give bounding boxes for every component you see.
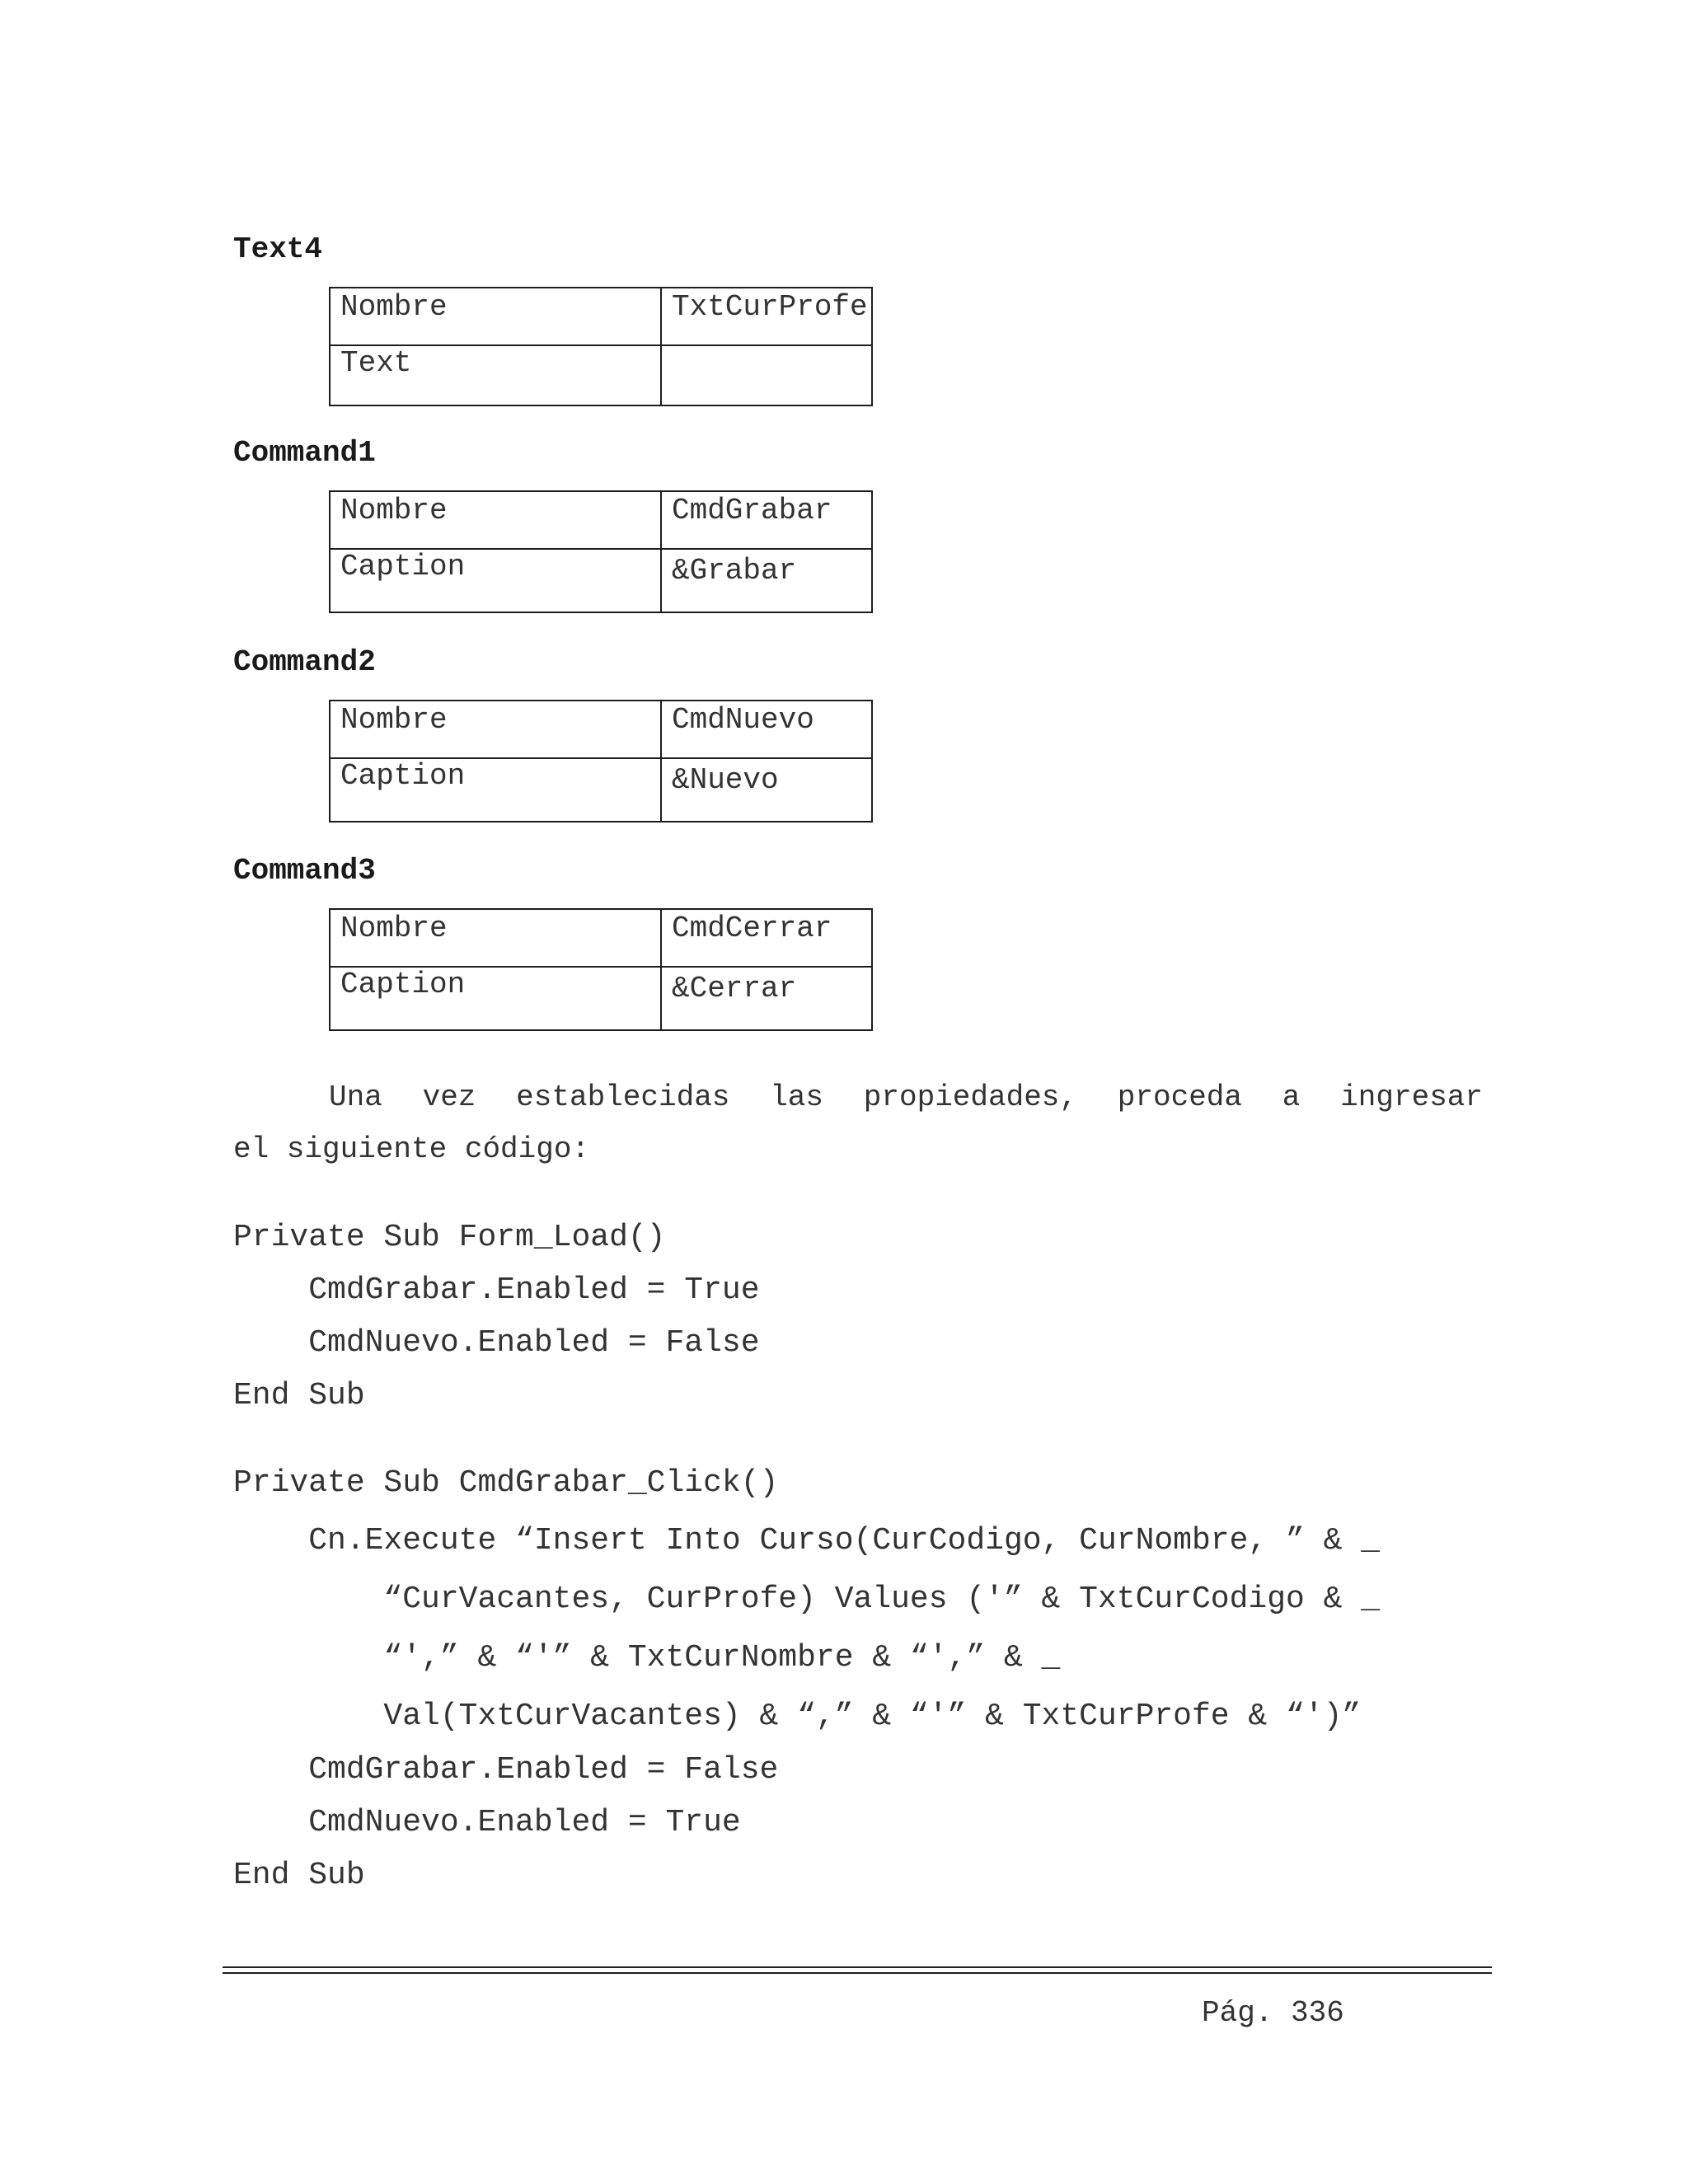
table-row bbox=[330, 345, 872, 405]
footer-rule bbox=[223, 1966, 1492, 1968]
section-heading-command1: Command1 bbox=[233, 436, 376, 470]
code-line: Val(TxtCurVacantes) & “,” & “'” & TxtCurProfe & “')” bbox=[233, 1699, 1362, 1734]
code-line: Private Sub Form_Load() bbox=[233, 1220, 666, 1255]
code-line: “CurVacantes, CurProfe) Values ('” & TxtCurCodigo & _ bbox=[233, 1582, 1381, 1617]
intro-paragraph bbox=[233, 1081, 1483, 1172]
code-line: End Sub bbox=[233, 1858, 365, 1893]
code-line: CmdGrabar.Enabled = True bbox=[233, 1272, 760, 1308]
table-row bbox=[330, 967, 872, 1030]
code-line: CmdNuevo.Enabled = True bbox=[233, 1805, 741, 1840]
properties-table-command2 bbox=[329, 700, 873, 823]
page-number: Pág. 336 bbox=[1202, 1996, 1344, 2030]
footer-rule bbox=[223, 1972, 1492, 1974]
properties-table-command1 bbox=[329, 490, 873, 613]
section-heading-command2: Command2 bbox=[233, 645, 376, 679]
section-heading-text4: Text4 bbox=[233, 232, 323, 266]
paragraph-line: el siguiente código: bbox=[233, 1132, 590, 1166]
table-row bbox=[330, 491, 872, 549]
property-name-cell: Nombre bbox=[330, 491, 661, 549]
property-value-cell: &Cerrar bbox=[661, 967, 872, 1030]
properties-table-text4 bbox=[329, 287, 873, 406]
property-name-cell: Nombre bbox=[330, 909, 661, 967]
property-value-cell: CmdNuevo bbox=[661, 701, 872, 758]
property-value-cell: &Grabar bbox=[661, 549, 872, 612]
code-line: CmdGrabar.Enabled = False bbox=[233, 1752, 779, 1788]
code-line: End Sub bbox=[233, 1378, 365, 1413]
properties-table-command3 bbox=[329, 908, 873, 1031]
table-row bbox=[330, 909, 872, 967]
code-line: Private Sub CmdGrabar_Click() bbox=[233, 1465, 779, 1501]
property-value-cell: TxtCurProfe bbox=[661, 288, 872, 345]
table-row bbox=[330, 549, 872, 612]
property-name-cell: Caption bbox=[330, 967, 661, 1030]
table-row bbox=[330, 701, 872, 758]
property-value-cell: &Nuevo bbox=[661, 758, 872, 822]
property-name-cell: Text bbox=[330, 345, 661, 405]
table-row bbox=[330, 288, 872, 345]
property-value-cell: CmdCerrar bbox=[661, 909, 872, 967]
paragraph-line: Una vez establecidas las propiedades, proceda a ingresar bbox=[329, 1080, 1483, 1114]
property-value-cell bbox=[661, 345, 872, 405]
code-line: Cn.Execute “Insert Into Curso(CurCodigo, CurNombre, ” & _ bbox=[233, 1523, 1381, 1558]
code-line: “',” & “'” & TxtCurNombre & “',” & _ bbox=[233, 1640, 1061, 1675]
property-name-cell: Caption bbox=[330, 758, 661, 822]
property-name-cell: Nombre bbox=[330, 701, 661, 758]
property-name-cell: Nombre bbox=[330, 288, 661, 345]
property-value-cell: CmdGrabar bbox=[661, 491, 872, 549]
section-heading-command3: Command3 bbox=[233, 854, 376, 888]
table-row bbox=[330, 758, 872, 822]
code-line: CmdNuevo.Enabled = False bbox=[233, 1325, 760, 1361]
property-name-cell: Caption bbox=[330, 549, 661, 612]
